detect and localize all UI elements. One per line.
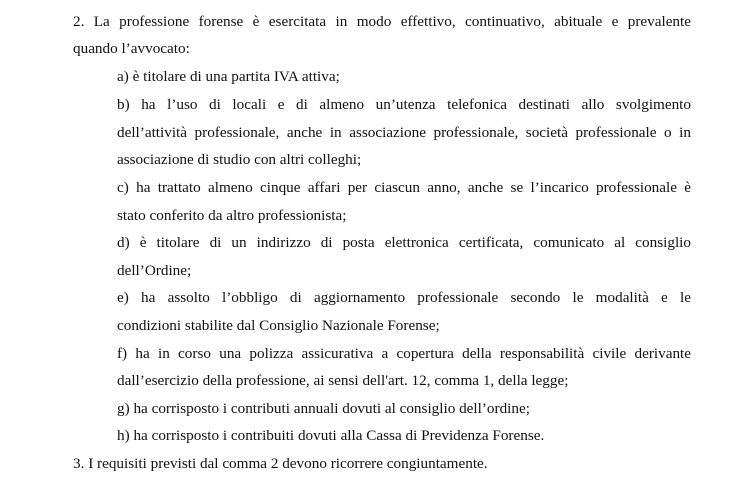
- item-f-line-1: f) ha in corso una polizza assicurativa a copertura della responsabilità civile derivante: [117, 345, 691, 362]
- paragraph-3: 3. I requisiti previsti dal comma 2 devono ricorrere congiuntamente.: [73, 455, 488, 472]
- item-e-line-2: condizioni stabilite dal Consiglio Nazionale Forense;: [117, 317, 440, 334]
- item-b-line-2: dell’attività professionale, anche in associazione professionale, società professionale o in: [117, 124, 691, 141]
- item-h-line-1: h) ha corrisposto i contribuiti dovuti alla Cassa di Previdenza Forense.: [117, 427, 545, 444]
- item-c-line-2: stato conferito da altro professionista;: [117, 207, 347, 224]
- item-d-line-1: d) è titolare di un indirizzo di posta elettronica certificata, comunicato al consiglio: [117, 234, 691, 251]
- paragraph-2-line-1: 2. La professione forense è esercitata in modo effettivo, continuativo, abituale e prevalente: [73, 13, 691, 30]
- item-a-line-1: a) è titolare di una partita IVA attiva;: [117, 68, 340, 85]
- item-e-line-1: e) ha assolto l’obbligo di aggiornamento professionale secondo le modalità e le: [117, 289, 691, 306]
- item-f-line-2: dall’esercizio della professione, ai sensi dell'art. 12, comma 1, della legge;: [117, 372, 569, 389]
- item-d-line-2: dell’Ordine;: [117, 262, 192, 279]
- item-c-line-1: c) ha trattato almeno cinque affari per ciascun anno, anche se l’incarico professionale è: [117, 179, 691, 196]
- item-b-line-3: associazione di studio con altri colleghi;: [117, 151, 362, 168]
- paragraph-2-line-2: quando l’avvocato:: [73, 40, 190, 57]
- item-b-line-1: b) ha l’uso di locali e di almeno un’utenza telefonica destinati allo svolgimento: [117, 96, 691, 113]
- item-g-line-1: g) ha corrisposto i contributi annuali dovuti al consiglio dell’ordine;: [117, 400, 530, 417]
